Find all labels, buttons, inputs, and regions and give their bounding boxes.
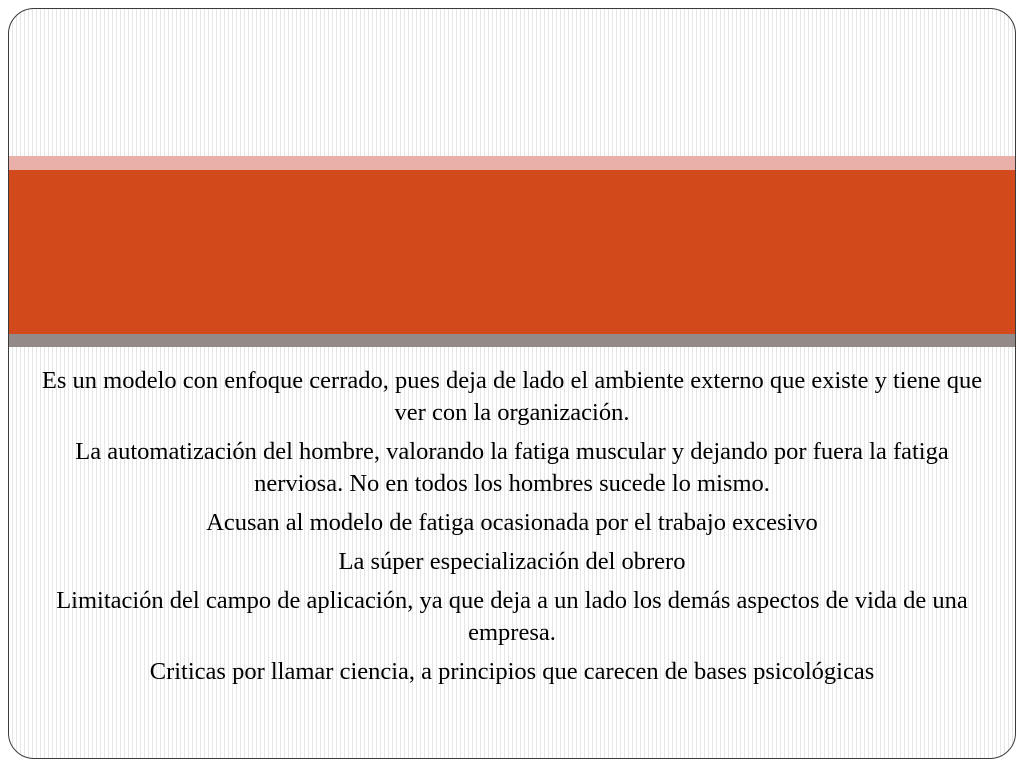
title-band — [9, 170, 1015, 334]
title-band-top-stripe — [9, 156, 1015, 170]
paragraph-limited-scope: Limitación del campo de aplicación, ya que deja a un lado los demás aspectos de vida de una empresa. — [56, 587, 968, 646]
paragraph-worker-automation: La automatización del hombre, valorando la fatiga muscular y dejando por fuera la fatiga nerviosa. No en todos los hombres sucede lo mismo. — [75, 438, 949, 497]
paragraph-fatigue: Acusan al modelo de fatiga ocasionada por el trabajo excesivo — [206, 509, 818, 536]
title-band-bottom-stripe — [9, 334, 1015, 347]
paragraph-specialization: La súper especialización del obrero — [338, 548, 686, 575]
paragraph-closed-model: Es un modelo con enfoque cerrado, pues deja de lado el ambiente externo que existe y tiene que ver con la organización. — [41, 367, 983, 426]
slide-body — [31, 365, 993, 695]
slide — [8, 8, 1016, 759]
paragraph-science-criticism: Criticas por llamar ciencia, a principios que carecen de bases psicológicas — [149, 658, 875, 685]
